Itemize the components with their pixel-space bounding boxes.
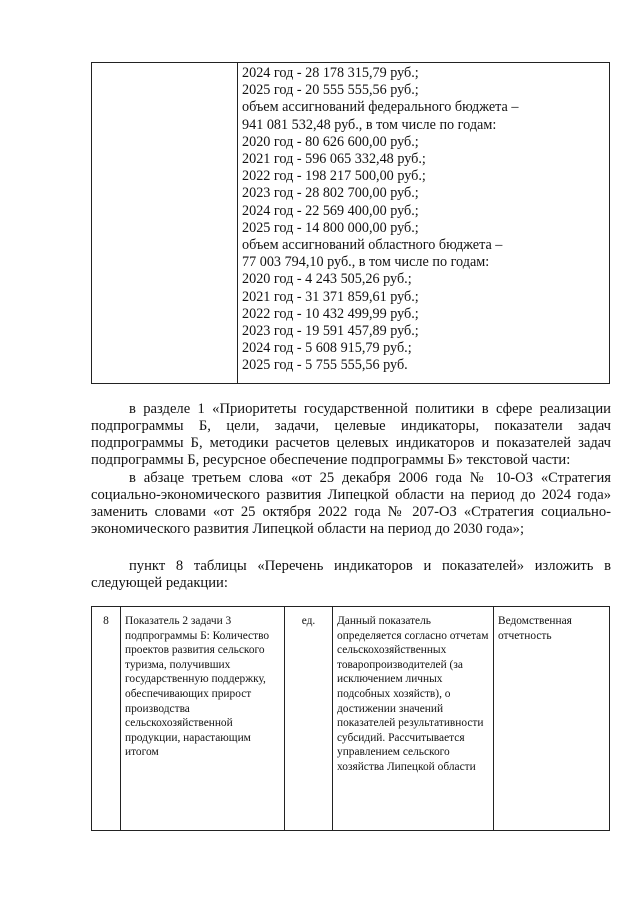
funding-line: 2024 год - 28 178 315,79 руб.; xyxy=(242,65,419,81)
indicator-source: Ведомственная отчетность xyxy=(494,607,610,831)
indicator-name: Показатель 2 задачи 3 подпрограммы Б: Количество проектов развития сельского туризма, получивших государственную поддержку, обеспечивающих прирост производства сельскохозяйственной продукции, нарастающим итогом xyxy=(121,607,285,831)
funding-line: 2025 год - 20 555 555,56 руб.; xyxy=(242,82,419,99)
funding-table-value-cell xyxy=(238,63,610,384)
funding-line: 941 081 532,48 руб., в том числе по годам: xyxy=(242,116,497,133)
funding-line: объем ассигнований федерального бюджета – xyxy=(242,99,519,116)
funding-line: 2022 год - 198 217 500,00 руб.; xyxy=(242,168,426,185)
funding-line: 2020 год - 80 626 600,00 руб.; xyxy=(242,133,419,150)
funding-table-label-cell xyxy=(92,63,238,384)
funding-line: объем ассигнований областного бюджета – xyxy=(242,237,503,254)
funding-line: 2024 год - 22 569 400,00 руб.; xyxy=(242,202,419,219)
funding-line: 77 003 794,10 руб., в том числе по годам: xyxy=(242,254,490,271)
funding-line: 2025 год - 5 755 555,56 руб. xyxy=(242,357,408,374)
indicator-table xyxy=(91,606,610,831)
paragraph-item-8: пункт 8 таблицы «Перечень индикаторов и показателей» изложить в следующей редакции: xyxy=(91,558,611,592)
funding-line: 2021 год - 596 065 332,48 руб.; xyxy=(242,151,426,168)
indicator-number: 8 xyxy=(92,607,121,831)
funding-line: 2020 год - 4 243 505,26 руб.; xyxy=(242,271,412,288)
table-row xyxy=(92,607,610,831)
funding-line: 2023 год - 28 802 700,00 руб.; xyxy=(242,185,419,202)
indicator-unit: ед. xyxy=(285,607,333,831)
indicator-method: Данный показатель определяется согласно отчетам сельскохозяйственных товаропроизводителей (за исключением личных подсобных хозяйств), о достижении значений показателей результативности субсидий. Рассчитывается управлением сельского хозяйства Липецкой области xyxy=(333,607,494,831)
funding-table xyxy=(91,62,610,384)
paragraph-section-1: в разделе 1 «Приоритеты государственной политики в сфере реализации подпрограммы Б, цели, задачи, целевые индикаторы, показатели задач подпрограммы Б, методики расчетов целевых индикаторов и показателей задач подпрограммы Б, ресурсное обеспечение подпрограммы Б» текстовой части: xyxy=(91,401,611,469)
funding-line: 2022 год - 10 432 499,99 руб.; xyxy=(242,305,419,322)
paragraph-replace-words: в абзаце третьем слова «от 25 декабря 2006 года № 10-ОЗ «Стратегия социально-экономического развития Липецкой области на период до 2024 года» заменить словами «от 25 октября 2022 года № 207-ОЗ «Стратегия социально-экономического развития Липецкой области на период до 2030 года»; xyxy=(91,470,611,538)
funding-line: 2021 год - 31 371 859,61 руб.; xyxy=(242,288,419,305)
funding-line: 2024 год - 5 608 915,79 руб.; xyxy=(242,340,412,357)
funding-line: 2025 год - 14 800 000,00 руб.; xyxy=(242,219,419,236)
funding-line: 2023 год - 19 591 457,89 руб.; xyxy=(242,323,419,340)
